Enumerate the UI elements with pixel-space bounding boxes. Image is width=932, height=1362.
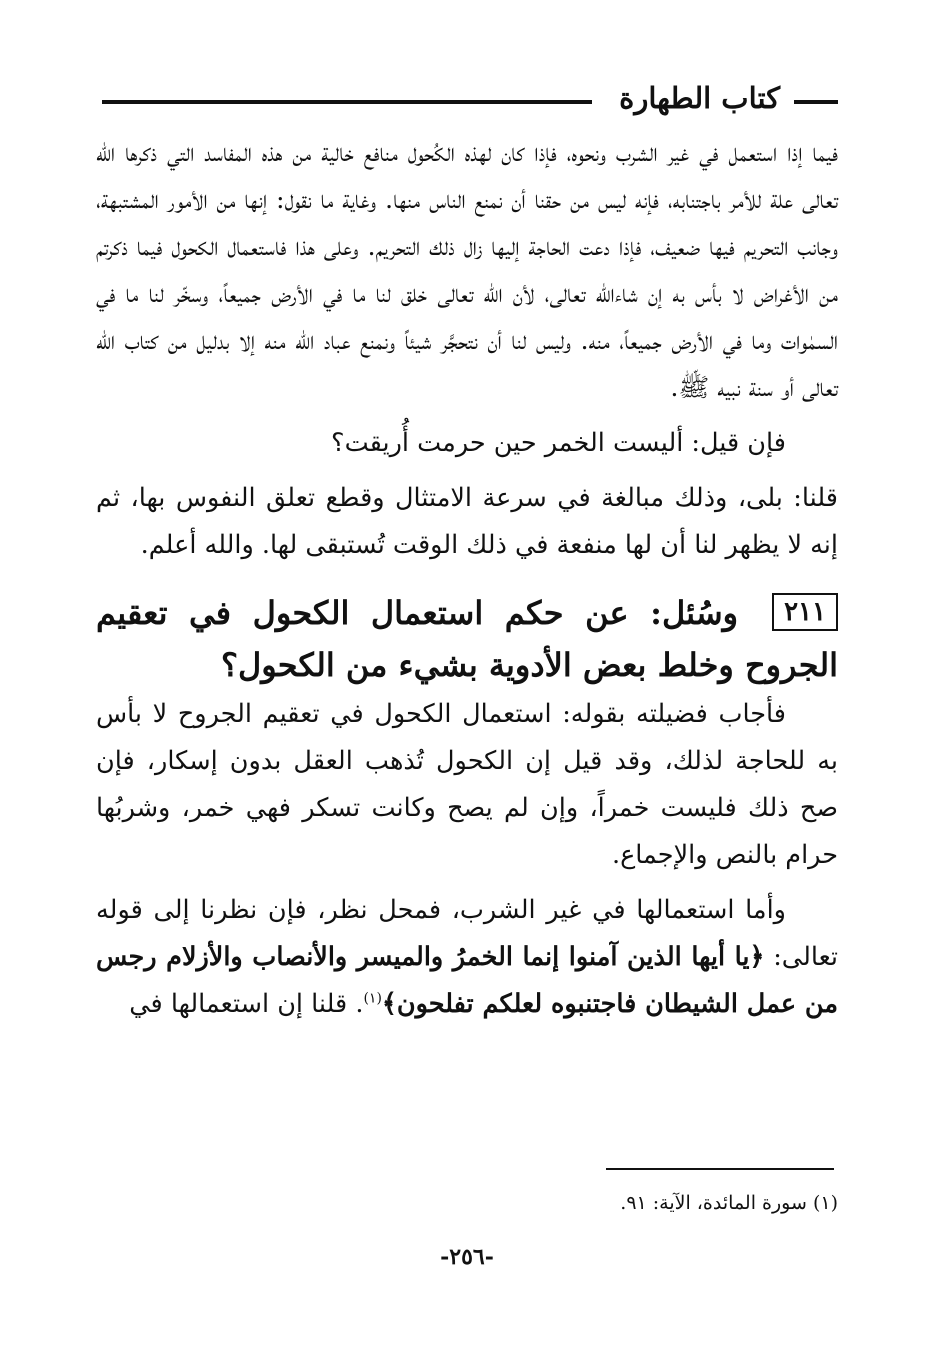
running-header (96, 78, 838, 118)
page-body (96, 130, 838, 1028)
answer-paragraph-1: فأجاب فضيلته بقوله: استعمال الكحول في تعقيم الجروح لا بأس به للحاجة لذلك، وقد قيل إن الكحول تُذهب العقل بدون إسكار، فإن صح ذلك فليست خمراً، وإن لم يصح وكانت تسكر فهي خمر، وشربُها حرام بالنص والإجماع. (96, 699, 838, 870)
running-title: كتاب الطهارة (619, 81, 780, 115)
footnote-marker: (١) (363, 990, 382, 1007)
question-heading (96, 587, 838, 691)
answer-text-after: . قلنا إن استعمالها في (129, 989, 364, 1019)
footnote: (١) سورة المائدة، الآية: ٩١. (620, 1192, 838, 1214)
question-number: ٢١١ (772, 593, 838, 631)
footnote-rule (606, 1168, 834, 1170)
header-rule (102, 100, 592, 104)
question-text: وسُئل: عن حكم استعمال الكحول في تعقيم الجروح وخلط بعض الأدوية بشيء من الكحول؟ (96, 594, 838, 684)
page-number: -٢٥٦- (440, 1244, 494, 1270)
paragraph-1: فيما إذا استعمل في غير الشرب ونحوه، فإذا كان لهذه الكُحول منافع خالية من هذه المفاسد التي ذكرها الله تعالى علة للأمر باجتنابه، فإنه ليس من حقنا أن نمنع الناس منها. وغاية ما نقول: إنها من الأمور المشتبهة، وجانب التحريم فيها ضعيف، فإذا دعت الحاجة إليها زال ذلك التحريم. وعلى هذا فاستعمال الكحول فيما ذكرتم من الأغراض لا بأس به إن شاءالله تعالى، لأن الله تعالى خلق لنا ما في الأرض جميعاً، وسخّر لنا ما في السمٰوات وما في الأرض جميعاً، منه. وليس لنا أن نتحجَّر شيئاً ونمنع عباد الله منه إلا بدليل من كتاب الله تعالى أو سنة نبيه ﷺ. (96, 138, 838, 403)
paragraph-2: فإن قيل: أليست الخمر حين حرمت أُريقت؟ (331, 428, 786, 458)
paragraph-3: قلنا: بلى، وذلك مبالغة في سرعة الامتثال وقطع تعلق النفوس بها، ثم إنه لا يظهر لنا أن لها منفعة في ذلك الوقت تُستبقى لها. والله أعلم. (96, 483, 838, 560)
book-page (96, 70, 838, 1320)
answer-text-before: وأما استعمالها في غير الشرب، فمحل نظر، فإن نظرنا إلى قوله تعالى: (96, 895, 839, 972)
answer-paragraph-2 (96, 887, 838, 1028)
header-dash (794, 100, 838, 104)
quran-verse: ﴿يا أيها الذين آمنوا إنما الخمرُ والميسر والأنصاب والأزلام رجس من عمل الشيطان فاجتنبوه لعلكم تفلحون﴾ (96, 942, 838, 1019)
